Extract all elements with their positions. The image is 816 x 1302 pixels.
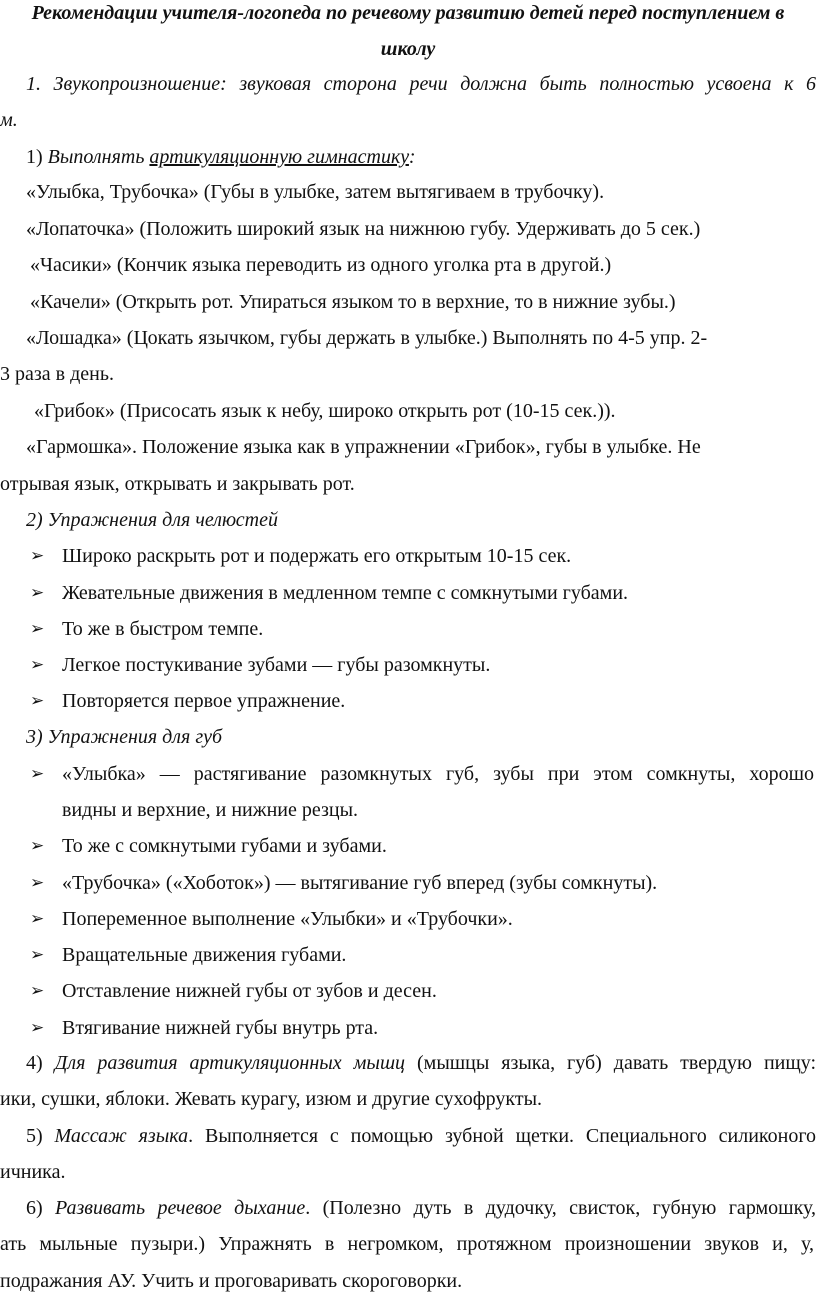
exercise-accordion: «Гармошка». Положение языка как в упражнении «Грибок», губы в улыбке. Не <box>26 436 701 458</box>
list-item: То же с сомкнутыми губами и зубами. <box>62 835 387 857</box>
subsection-5-number: 5) <box>26 1125 43 1147</box>
bullet-arrow-icon: ➢ <box>30 764 45 784</box>
subsection-5-line2: ичника. <box>0 1161 66 1183</box>
subsection-6-italic: Развивать речевое дыхание <box>55 1197 306 1219</box>
exercise-swing: «Качели» (Открыть рот. Упираться языком то в верхние, то в нижние зубы.) <box>30 291 676 313</box>
subsection-6-line2: ать мыльные пузыри.) Упражнять в негромком, протяжном произношении звуков и, у, <box>0 1233 814 1255</box>
bullet-arrow-icon: ➢ <box>30 619 45 639</box>
bullet-arrow-icon: ➢ <box>30 945 45 965</box>
bullet-arrow-icon: ➢ <box>30 836 45 856</box>
bullet-arrow-icon: ➢ <box>30 873 45 893</box>
subsection-1-colon: : <box>408 146 416 168</box>
subsection-4-line1 <box>26 1051 816 1075</box>
list-item: Жевательные движения в медленном темпе с сомкнутыми губами. <box>62 582 629 604</box>
bullet-arrow-icon: ➢ <box>30 909 45 929</box>
subsection-4-rest: (мышцы языка, губ) давать твердую пищу: <box>417 1052 816 1074</box>
section-sound-pronunciation: 1. Звукопроизношение: звуковая сторона речи должна быть полностью усвоена к 6 <box>26 73 816 95</box>
bullet-arrow-icon: ➢ <box>30 583 45 603</box>
subsection-6-line1 <box>26 1196 816 1220</box>
subsection-2-heading: 2) Упражнения для челюстей <box>26 509 278 531</box>
list-item: Попеременное выполнение «Улыбки» и «Трубочки». <box>62 908 513 930</box>
exercise-mushroom: «Грибок» (Присосать язык к небу, широко открыть рот (10-15 сек.)). <box>34 400 616 422</box>
list-item: «Трубочка» («Хоботок») — вытягивание губ вперед (зубы сомкнуты). <box>62 872 658 894</box>
bullet-arrow-icon: ➢ <box>30 655 45 675</box>
subsection-4-italic: Для развития артикуляционных мышц <box>54 1052 406 1074</box>
list-item: Отставление нижней губы от зубов и десен. <box>62 980 437 1002</box>
subsection-5-rest: . Выполняется с помощью зубной щетки. Специального силиконого <box>188 1125 816 1147</box>
subsection-6-number: 6) <box>26 1197 43 1219</box>
articulation-gymnastics-link-text: артикуляционную гимнастику <box>149 146 409 168</box>
exercise-horse: «Лошадка» (Цокать язычком, губы держать в улыбке.) Выполнять по 4-5 упр. 2- <box>26 327 708 349</box>
list-item: Широко раскрыть рот и подержать его открытым 10-15 сек. <box>62 545 572 567</box>
subsection-5-italic: Массаж языка <box>54 1125 189 1147</box>
subsection-3-heading: 3) Упражнения для губ <box>26 726 223 748</box>
exercise-clock: «Часики» (Кончик языка переводить из одного уголка рта в другой.) <box>30 254 612 276</box>
list-item: «Улыбка» — растягивание разомкнутых губ, зубы при этом сомкнуты, хорошо <box>62 763 814 785</box>
bullet-arrow-icon: ➢ <box>30 1018 45 1038</box>
bullet-arrow-icon: ➢ <box>30 546 45 566</box>
subsection-6-line3: подражания АУ. Учить и проговаривать скороговорки. <box>0 1270 463 1292</box>
list-item: Повторяется первое упражнение. <box>62 690 346 712</box>
document-title-line1: Рекомендации учителя-логопеда по речевому развитию детей перед поступлением в <box>31 2 785 24</box>
list-item-cont: видны и верхние, и нижние резцы. <box>62 799 359 821</box>
exercise-spatula: «Лопаточка» (Положить широкий язык на нижнюю губу. Удерживать до 5 сек.) <box>26 218 701 240</box>
exercise-smile-tube: «Улыбка, Трубочка» (Губы в улыбке, затем вытягиваем в трубочку). <box>26 181 605 203</box>
subsection-1-number: 1) <box>26 146 43 168</box>
subsection-6-rest: . (Полезно дуть в дудочку, свисток, губную гармошку, <box>305 1197 816 1219</box>
list-item: Втягивание нижней губы внутрь рта. <box>62 1017 379 1039</box>
subsection-1-label: Выполнять <box>47 146 145 168</box>
bullet-arrow-icon: ➢ <box>30 981 45 1001</box>
subsection-5-line1 <box>26 1124 816 1148</box>
section-sound-pronunciation-cont: м. <box>0 109 18 131</box>
document-title-line2: школу <box>380 38 436 60</box>
list-item: Вращательные движения губами. <box>62 944 347 966</box>
exercise-horse-cont: 3 раза в день. <box>0 363 114 385</box>
exercise-accordion-cont: отрывая язык, открывать и закрывать рот. <box>0 473 355 495</box>
subsection-4-line2: ики, сушки, яблоки. Жевать курагу, изюм и другие сухофрукты. <box>0 1088 543 1110</box>
list-item: Легкое постукивание зубами — губы разомкнуты. <box>62 654 491 676</box>
bullet-arrow-icon: ➢ <box>30 691 45 711</box>
list-item: То же в быстром темпе. <box>62 618 264 640</box>
subsection-1-heading <box>26 145 816 169</box>
subsection-4-number: 4) <box>26 1052 43 1074</box>
